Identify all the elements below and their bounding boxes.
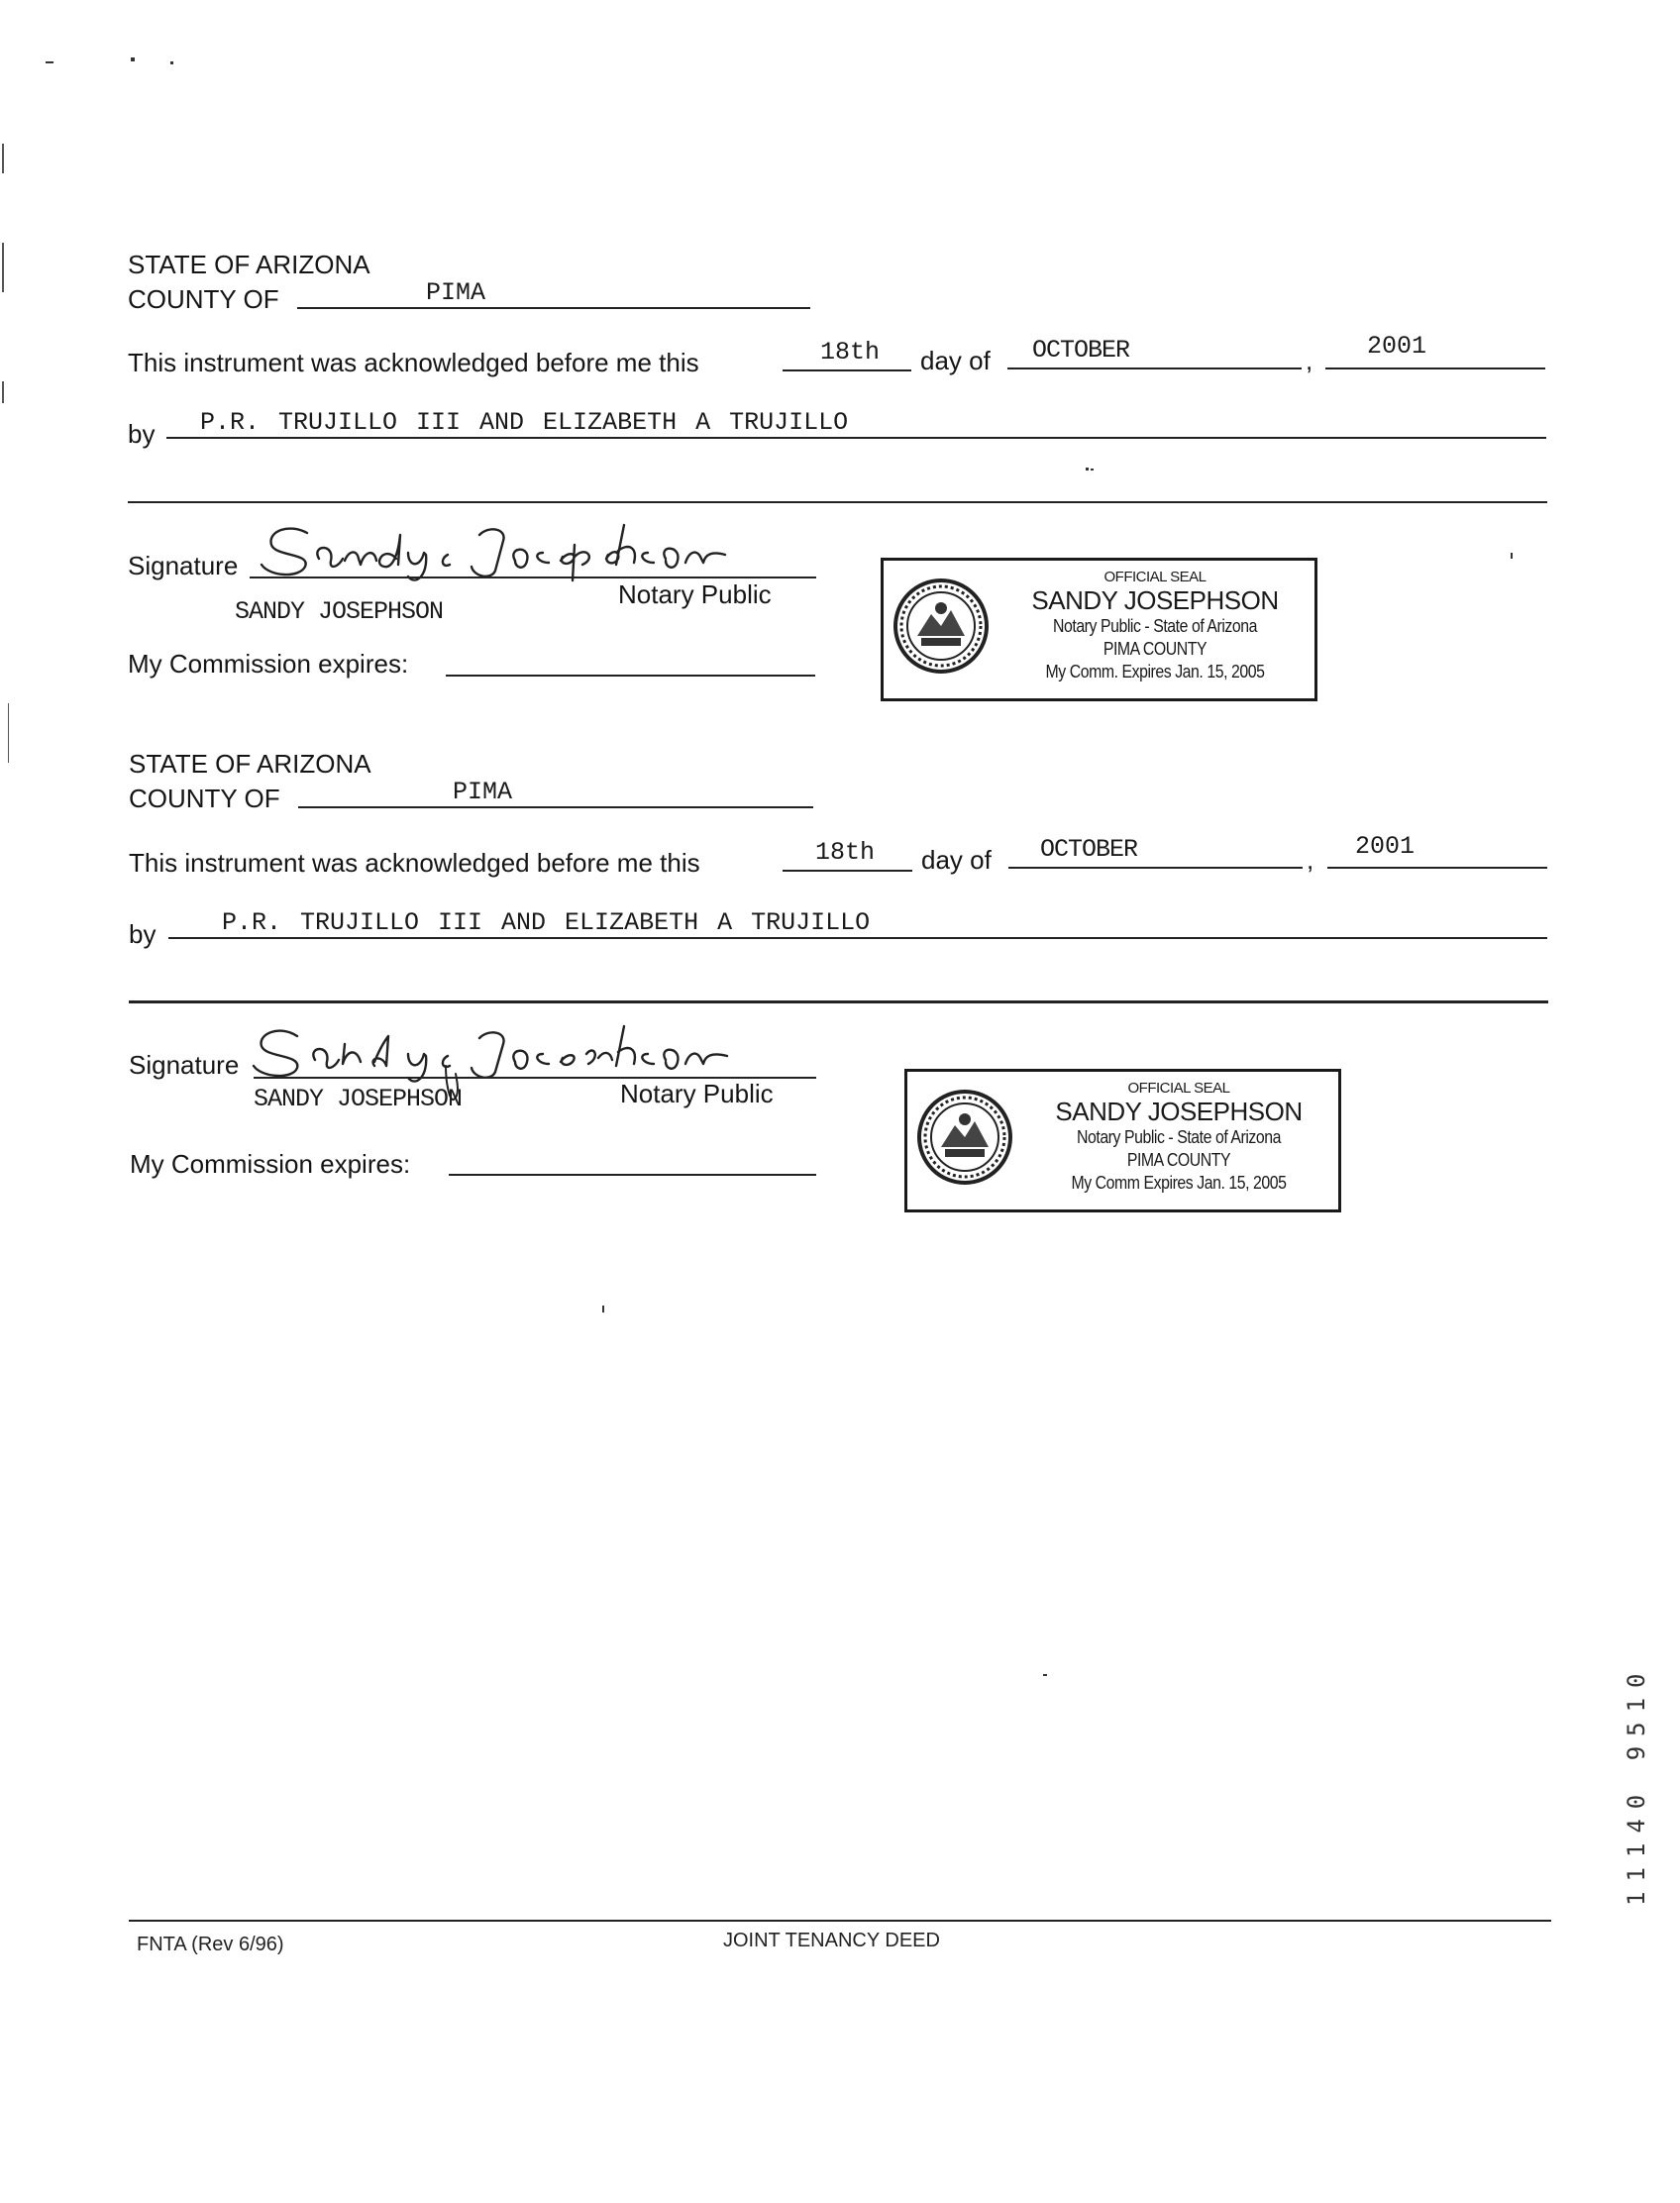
signature-label: Signature (129, 1050, 240, 1080)
signer-name: SANDY JOSEPHSON (254, 1085, 463, 1113)
month-underline (1007, 367, 1302, 369)
month-underline (1008, 867, 1303, 869)
by-underline (166, 437, 1546, 439)
notary-public-label: Notary Public (620, 1079, 774, 1108)
seal-text (1000, 569, 1310, 683)
scan-speck (602, 1306, 604, 1312)
scan-speck (131, 57, 135, 61)
state-label: STATE OF ARIZONA (129, 749, 371, 779)
arizona-state-seal-icon (892, 577, 991, 676)
seal-name: SANDY JOSEPHSON (1031, 585, 1279, 615)
commission-label: My Commission expires: (128, 649, 409, 679)
day-underline (783, 870, 912, 872)
signer-name: SANDY JOSEPHSON (235, 597, 444, 626)
day-of-label: day of (921, 845, 992, 875)
year-underline (1325, 367, 1545, 369)
by-names: P.R. TRUJILLO III AND ELIZABETH A TRUJILLO (222, 908, 871, 937)
scan-edge-mark (2, 144, 4, 173)
seal-line-1: Notary Public - State of Arizona (1076, 1127, 1282, 1147)
county-value: PIMA (426, 278, 486, 307)
seal-text (1024, 1080, 1333, 1195)
day-of-label: day of (920, 346, 991, 375)
year-value: 2001 (1367, 332, 1427, 361)
commission-underline (449, 1174, 816, 1176)
day-underline (783, 369, 911, 371)
month-value: OCTOBER (1032, 336, 1130, 365)
scan-speck (1086, 468, 1089, 471)
scan-edge-mark (8, 703, 9, 763)
month-value: OCTOBER (1040, 835, 1138, 864)
seal-line-3: My Comm. Expires Jan. 15, 2005 (1045, 662, 1265, 682)
seal-line-2: PIMA COUNTY (1126, 1150, 1231, 1170)
scan-speck (170, 61, 173, 64)
scan-edge-mark (2, 243, 4, 292)
seal-line-2: PIMA COUNTY (1102, 639, 1208, 659)
seal-heading: OFFICIAL SEAL (1127, 1080, 1230, 1097)
scan-speck (1091, 469, 1094, 471)
arizona-state-seal-icon (915, 1088, 1014, 1187)
scan-edge-mark (2, 381, 4, 403)
official-notary-seal (904, 1069, 1341, 1212)
scan-speck (46, 61, 53, 63)
seal-heading: OFFICIAL SEAL (1103, 569, 1207, 585)
comma: , (1307, 845, 1314, 875)
year-value: 2001 (1355, 832, 1416, 861)
county-label: COUNTY OF (128, 284, 279, 314)
form-id: FNTA (Rev 6/96) (137, 1934, 284, 1955)
handwritten-signature (260, 515, 814, 584)
blank-line (129, 1000, 1548, 1003)
county-underline (298, 806, 813, 808)
by-label: by (128, 419, 156, 449)
scan-speck (1043, 1674, 1047, 1676)
commission-label: My Commission expires: (130, 1149, 411, 1179)
footer-rule (129, 1920, 1551, 1922)
comma: , (1306, 346, 1313, 375)
scan-speck (1511, 553, 1513, 559)
state-label: STATE OF ARIZONA (128, 250, 370, 279)
recording-number-stamp: 11140 9510 (1623, 1663, 1650, 1906)
county-value: PIMA (453, 778, 513, 806)
seal-name: SANDY JOSEPHSON (1055, 1097, 1303, 1126)
seal-line-1: Notary Public - State of Arizona (1052, 616, 1258, 636)
ack-text: This instrument was acknowledged before me this (129, 848, 700, 878)
official-notary-seal (881, 558, 1317, 701)
seal-line-3: My Comm Expires Jan. 15, 2005 (1071, 1173, 1287, 1193)
by-underline (168, 937, 1547, 939)
commission-underline (446, 675, 815, 677)
day-value: 18th (815, 838, 876, 867)
signature-label: Signature (128, 551, 239, 580)
by-names: P.R. TRUJILLO III AND ELIZABETH A TRUJILLO (200, 408, 849, 437)
by-label: by (129, 919, 157, 949)
day-value: 18th (820, 338, 881, 367)
signature-underline (250, 577, 816, 578)
county-underline (297, 307, 810, 309)
county-label: COUNTY OF (129, 784, 280, 813)
document-title: JOINT TENANCY DEED (723, 1930, 940, 1951)
blank-line (128, 501, 1547, 503)
year-underline (1327, 867, 1547, 869)
notary-public-label: Notary Public (618, 579, 772, 609)
ack-text: This instrument was acknowledged before me this (128, 348, 699, 377)
